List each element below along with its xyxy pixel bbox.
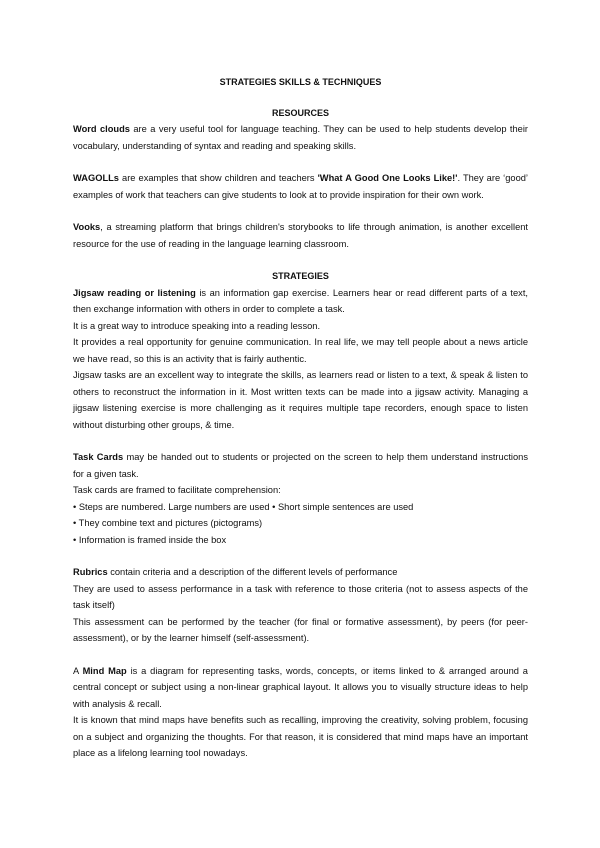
task-cards-bullet-3: • Information is framed inside the box (73, 534, 227, 545)
task-cards-bullet-1: • Steps are numbered. Large numbers are used • Short simple sentences are used (73, 501, 414, 512)
vooks-paragraph (73, 219, 528, 252)
wagolls-text-b: . They are ‘good’ examples of work that teachers can give students to look at to provide inspiration for their own work. (73, 173, 528, 200)
resources-heading: RESOURCES (271, 107, 329, 118)
mind-map-term: Mind Map (82, 665, 127, 676)
task-cards-paragraph (73, 449, 528, 482)
word-clouds-text: are a very useful tool for language teaching. They can be used to help students develop their vocabulary, understanding of syntax and reading and speaking skills. (73, 124, 528, 151)
wagolls-term: WAGOLLs (73, 173, 119, 183)
rubrics-term: Rubrics (73, 567, 108, 577)
jigsaw-paragraph-3: It provides a real opportunity for genuine communication. In real life, we may tell people about a news article we have read, so this is an activity that is fairly authentic. (73, 337, 528, 364)
mind-map-text: is a diagram for representing tasks, words, concepts, or items linked to & arranged around a central concept or subject using a non-linear graphical layout. It allows you to visually structure ideas to help with analysis & recall. (73, 665, 528, 709)
strategies-heading: STRATEGIES (272, 271, 329, 281)
word-clouds-term: Word clouds (73, 124, 130, 134)
task-cards-paragraph-2: Task cards are framed to facilitate comprehension: (73, 485, 281, 495)
page-title: STRATEGIES SKILLS & TECHNIQUES (219, 77, 382, 87)
jigsaw-term: Jigsaw reading or listening (73, 287, 196, 298)
vooks-text: , a streaming platform that brings children's storybooks to life through animation, is another excellent resource for the use of reading in the language learning classroom. (73, 222, 528, 249)
mind-map-paragraph-2: It is known that mind maps have benefits such as recalling, improving the creativity, solving problem, focusing on a subject and organizing the thoughts. For that reason, it is considered that mind maps have an important place as a lifelong learning tool nowadays. (73, 715, 528, 758)
task-cards-bullet-2: • They combine text and pictures (pictograms) (73, 518, 263, 528)
rubrics-paragraph-3: This assessment can be performed by the teacher (for final or formative assessment), by peers (for peer-assessment), or by the learner himself (self-assessment). (73, 616, 528, 643)
task-cards-text: may be handed out to students or projected on the screen to help them understand instructions for a given task. (73, 452, 528, 479)
jigsaw-paragraph (73, 285, 528, 318)
rubrics-text: contain criteria and a description of the different levels of performance (107, 567, 398, 577)
wagolls-quote: 'What A Good One Looks Like!' (317, 173, 458, 183)
vooks-term: Vooks (73, 222, 101, 232)
rubrics-paragraph (73, 564, 528, 581)
task-cards-term: Task Cards (73, 452, 124, 462)
rubrics-paragraph-2: They are used to assess performance in a task with reference to those criteria (not to assess aspects of the task itself) (73, 583, 528, 610)
jigsaw-text: is an information gap exercise. Learners hear or read different parts of a text, then exchange information with others in order to complete a task. (73, 287, 528, 314)
mind-map-prefix: A (73, 665, 83, 676)
jigsaw-paragraph-2: It is a great way to introduce speaking into a reading lesson. (73, 320, 321, 331)
jigsaw-paragraph-4: Jigsaw tasks are an excellent way to integrate the skills, as learners read or listen to a text, & speak & listen to others to reconstruct the information in it. Most written texts can be made into a jigsaw activity. Managing a jigsaw listening exercise is more challenging as it requires multiple tape recorders, enough space to listen without disturbing other groups, & time. (73, 370, 528, 430)
word-clouds-paragraph (73, 121, 528, 154)
wagolls-paragraph (73, 170, 528, 203)
mind-map-paragraph (73, 663, 528, 713)
wagolls-text-a: are examples that show children and teachers (118, 173, 318, 183)
